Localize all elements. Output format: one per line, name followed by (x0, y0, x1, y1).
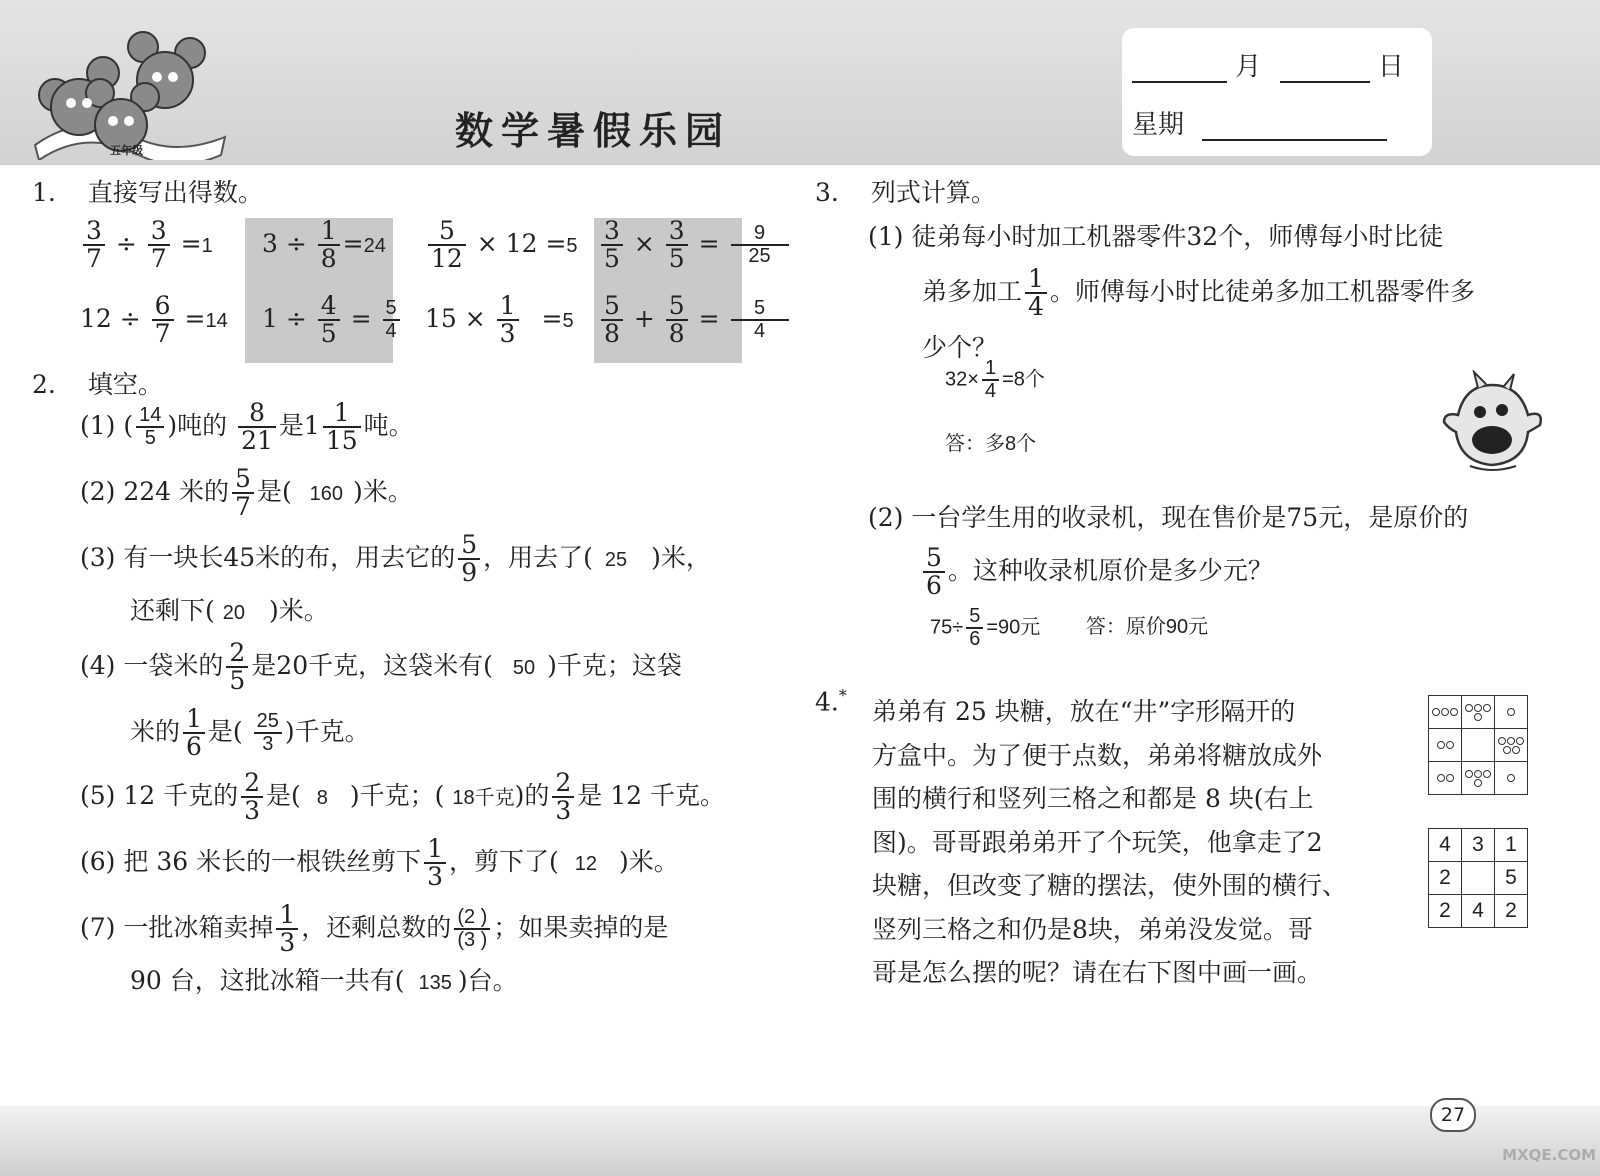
candy-cell (1495, 762, 1528, 795)
candy-dot (1474, 704, 1482, 712)
answer-handwritten: 50 (512, 656, 536, 679)
answer-handwritten: 20 (222, 602, 246, 624)
candy-cell (1429, 762, 1462, 795)
candy-dot (1441, 708, 1449, 716)
q4-text: 弟弟有 25 块糖，放在“井”字形隔开的 方盒中。为了便于点数，弟弟将糖放成外 围的横行和竖列三格之和都是 8 块(右上 图)。哥哥跟弟弟开了个玩笑，他拿走了2 块糖，但改变了糖的摆法，使外围的横行、 竖列三格之和仍是8块，弟弟没发觉。哥 哥是怎么摆的呢？请在右下图中画一画。 (872, 697, 1348, 987)
candy-dot (1465, 704, 1473, 712)
q2-item-3-line2: 还剩下( 20 )米。 (130, 596, 329, 625)
watermark: MXQE.COM (1502, 1146, 1596, 1164)
date-box (1122, 28, 1432, 156)
candy-cell (1495, 696, 1528, 729)
grid-cell[interactable]: 3 (1462, 829, 1495, 862)
q2-item-4-line2: 米的 $\frac{1}{6}$ 是( $\frac{25}{3}$ )千克。 (130, 704, 370, 762)
day-blank[interactable] (1280, 55, 1370, 83)
q3-item-2-line2: $\frac{5}{6}$ 。这种收录机原价是多少元？ (920, 545, 1273, 600)
grid-cell[interactable]: 4 (1429, 829, 1462, 862)
candy-dot (1474, 713, 1482, 721)
q1-item: $\frac{5}{8}$ + $\frac{5}{8}$ = $\frac{5}{4}$ (598, 293, 792, 348)
grid-cell[interactable]: 5 (1495, 862, 1528, 895)
answer-handwritten: 14 (205, 309, 228, 332)
q2-item-1: (1) ( $\frac{14}{5}$ )吨的 $\frac{8}{21}$ 是1 $\frac{1}{15}$ 吨。 (80, 398, 414, 456)
candy-dot (1503, 746, 1511, 754)
q1-item: $\frac{5}{12}$ × 12 =5 (425, 218, 578, 273)
q3-item-1-line3: 少个？ (922, 333, 998, 362)
answer-handwritten: $\frac{9}{25}$ (731, 223, 789, 267)
q2-item-5: (5) 12 千克的 $\frac{2}{3}$ 是( 8 )千克；( 18千克)的 $\frac{2}{3}$ 是 12 千克。 (80, 768, 725, 826)
q1-item: $\frac{3}{5}$ × $\frac{3}{5}$ = $\frac{9}{25}$ (598, 218, 792, 273)
q3-1-answer: 答：多8个 (945, 433, 1037, 455)
q3-heading: 3. 列式计算。 (815, 178, 996, 207)
q4-number: 4.* (815, 686, 847, 717)
q3-item-1-line2: 弟多加工 $\frac{1}{4}$ 。师傅每小时比徒弟多加工机器零件多 (922, 264, 1475, 322)
answer-handwritten: $\frac{(2 )}{(3 )}$ (454, 907, 490, 951)
month-label: 月 (1235, 52, 1262, 82)
candy-cell (1462, 696, 1495, 729)
candy-dot (1507, 774, 1515, 782)
candy-dot (1474, 779, 1482, 787)
q1-item: $\frac{3}{7}$ ÷ $\frac{3}{7}$ =1 (80, 218, 213, 273)
day-label: 日 (1377, 52, 1404, 82)
answer-handwritten: 5 (562, 309, 574, 332)
q2-item-3: (3) 有一块长45米的布，用去它的 $\frac{5}{9}$ ，用去了( 25 )米， (80, 530, 711, 588)
page-title: 数学暑假乐园 (455, 109, 732, 153)
candy-dot (1437, 741, 1445, 749)
q1-item: 1 ÷ $\frac{4}{5}$ = $\frac{5}{4}$ (262, 293, 403, 348)
candy-dot (1465, 770, 1473, 778)
candy-cell (1429, 696, 1462, 729)
candy-cell (1429, 729, 1462, 762)
q2-item-7: (7) 一批冰箱卖掉 $\frac{1}{3}$ ，还剩总数的 $\frac{(2 )}{(3 )}$ ；如果卖掉的是 (80, 900, 669, 958)
candy-dot (1516, 737, 1524, 745)
answer-handwritten: $\frac{5}{4}$ (731, 298, 789, 342)
weekday-label: 星期 (1132, 110, 1185, 140)
candy-dot (1446, 741, 1454, 749)
answer-handwritten: 8 (316, 786, 328, 809)
candy-dot (1483, 770, 1491, 778)
candy-dot (1474, 770, 1482, 778)
grid-cell[interactable]: 2 (1495, 895, 1528, 928)
candy-cell (1495, 729, 1528, 762)
grid-cell[interactable]: 2 (1429, 895, 1462, 928)
answer-handwritten: $\frac{14}{5}$ (136, 405, 164, 449)
q3-2-calculation: 75÷ $\frac{5}{6}$ =90元 答：原价90元 (930, 605, 1209, 650)
footer-band (0, 1106, 1600, 1176)
q2-item-4: (4) 一袋米的 $\frac{2}{5}$ 是20千克，这袋米有( 50 )千克；这袋 (80, 638, 682, 696)
koala-mascot-icon (25, 25, 235, 160)
q3-1-calculation: 32× $\frac{1}{4}$ =8个 (945, 357, 1045, 402)
answer-handwritten: 1 (201, 234, 213, 257)
answer-handwritten: $\frac{25}{3}$ (254, 711, 282, 755)
grid-cell[interactable] (1462, 862, 1495, 895)
answer-handwritten: $\frac{5}{4}$ (383, 298, 400, 342)
candy-dot (1446, 774, 1454, 782)
candy-dot (1512, 746, 1520, 754)
candy-cell (1462, 729, 1495, 762)
monster-mascot-icon (1440, 370, 1545, 475)
q2-item-6: (6) 把 36 米长的一根铁丝剪下 $\frac{1}{3}$ ，剪下了( 12 )米。 (80, 834, 679, 892)
answer-handwritten: 5 (566, 234, 578, 257)
page-number: 27 (1430, 1098, 1476, 1132)
answer-handwritten: 135 (418, 972, 452, 994)
candy-cell (1462, 762, 1495, 795)
answer-handwritten: 12 (574, 852, 597, 875)
candy-dot (1507, 737, 1515, 745)
q1-item: 3 ÷ $\frac{1}{8}$ =24 (262, 216, 386, 274)
candy-dot (1432, 708, 1440, 716)
candy-box-grid (1428, 695, 1528, 795)
grade-label: 五年级 (110, 144, 143, 157)
q3-item-1: (1) 徒弟每小时加工机器零件32个，师傅每小时比徒 (868, 222, 1444, 251)
answer-handwritten: 24 (363, 234, 386, 257)
grid-cell[interactable]: 1 (1495, 829, 1528, 862)
grid-cell[interactable]: 2 (1429, 862, 1462, 895)
candy-dot (1483, 704, 1491, 712)
grid-cell[interactable]: 4 (1462, 895, 1495, 928)
q2-item-2: (2) 224 米的 $\frac{5}{7}$ 是( 160 )米。 (80, 464, 413, 522)
q3-2-answer: 答：原价90元 (1085, 616, 1209, 639)
candy-dot (1437, 774, 1445, 782)
q2-item-7-line2: 90 台，这批冰箱一共有( 135 )台。 (130, 966, 518, 995)
q2-heading: 2. 填空。 (32, 370, 163, 399)
candy-dot (1498, 737, 1506, 745)
answer-handwritten: 25 (604, 548, 628, 571)
month-blank[interactable] (1132, 55, 1227, 83)
q1-item: 15 × $\frac{1}{3}$ =5 (425, 291, 574, 349)
answer-grid (1428, 828, 1528, 928)
answer-handwritten: 160 (309, 482, 344, 505)
q1-item: 12 ÷ $\frac{6}{7}$ =14 (80, 291, 228, 349)
answer-handwritten: 18千克 (452, 786, 515, 809)
q3-item-2: (2) 一台学生用的收录机，现在售价是75元，是原价的 (868, 503, 1469, 532)
candy-dot (1507, 708, 1515, 716)
weekday-blank[interactable] (1202, 113, 1387, 141)
q1-heading: 1. 直接写出得数。 (32, 178, 263, 207)
candy-dot (1450, 708, 1458, 716)
